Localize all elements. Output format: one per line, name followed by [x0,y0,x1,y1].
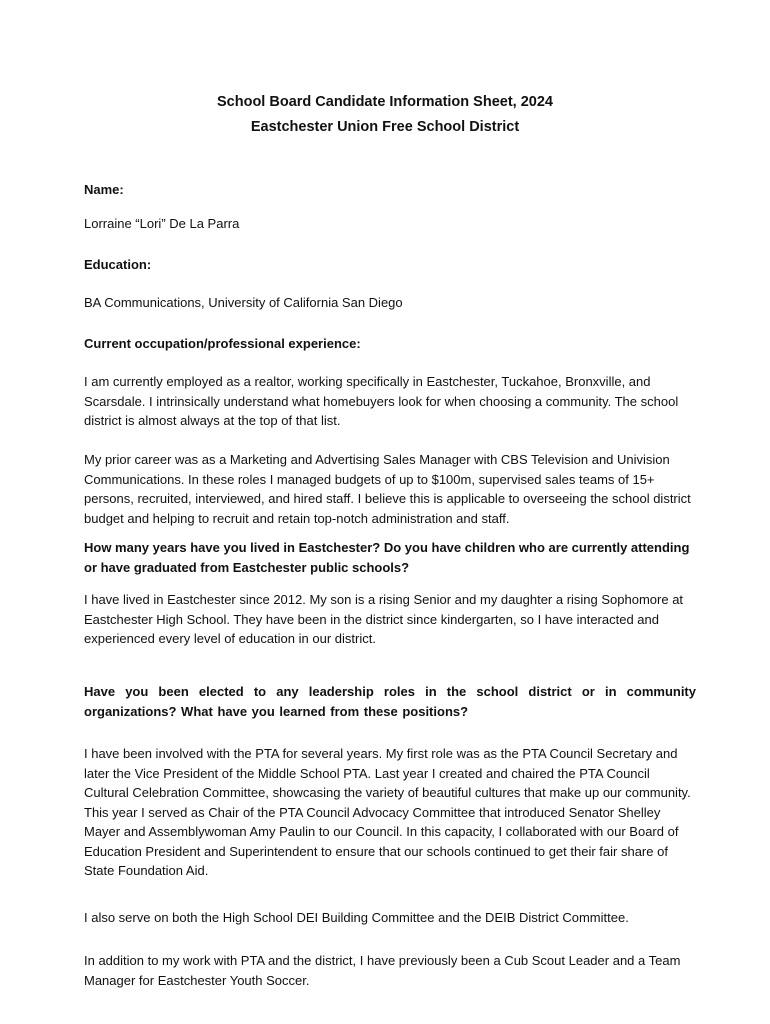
occupation-paragraph-1: I am currently employed as a realtor, working specifically in Eastchester, Tuckahoe, Bronxville, and Scarsdale. I intrinsically understand what homebuyers look for when choosing a community. The school district is almost always at the top of that list. [84,374,679,428]
district-name: Eastchester Union Free School District [250,119,520,135]
leadership-paragraph-2: I also serve on both the High School DEI Building Committee and the DEIB District Committee. [84,910,629,925]
leadership-paragraph-1: I have been involved with the PTA for several years. My first role was as the PTA Council Secretary and later the Vice President of the Middle School PTA. Last year I created and chaired the PTA Council Cultural Celebration Committee, showcasing the variety of beautiful cultures that make up our community. This year I served as Chair of the PTA Council Advocacy Committee that introduced Senator Shelley Mayer and Assemblywoman Amy Paulin to our Council. In this capacity, I collaborated with our Board of Education President and Superintendent to ensure that our schools continued to get their fair share of State Foundation Aid. [84,746,691,878]
leadership-question: Have you been elected to any leadership roles in the school district or in community organizations? What have you learned from these positions? [84,684,696,719]
years-question: How many years have you lived in Eastchester? Do you have children who are currently attending or have graduated from Eastchester public schools? [84,540,690,575]
name-value: Lorraine “Lori” De La Parra [84,216,240,231]
education-label: Education: [84,257,152,272]
leadership-paragraph-3: In addition to my work with PTA and the district, I have previously been a Cub Scout Leader and a Team Manager for Eastchester Youth Soccer. [84,953,681,988]
occupation-label: Current occupation/professional experience: [84,336,361,351]
occupation-paragraph-2: My prior career was as a Marketing and Advertising Sales Manager with CBS Television and Univision Communications. In these roles I managed budgets of up to $100m, supervised sales teams of 15+ persons, recruited, interviewed, and hired staff. I believe this is applicable to overseeing the school district budget and helping to recruit and retain top-notch administration and staff. [84,452,691,526]
document-title: School Board Candidate Information Sheet, 2024 [217,94,553,110]
years-answer: I have lived in Eastchester since 2012. My son is a rising Senior and my daughter a rising Sophomore at Eastchester High School. They have been in the district since kindergarten, so I have interacted and experienced every level of education in our district. [84,592,684,646]
name-label: Name: [84,182,124,197]
education-value: BA Communications, University of California San Diego [84,295,403,310]
